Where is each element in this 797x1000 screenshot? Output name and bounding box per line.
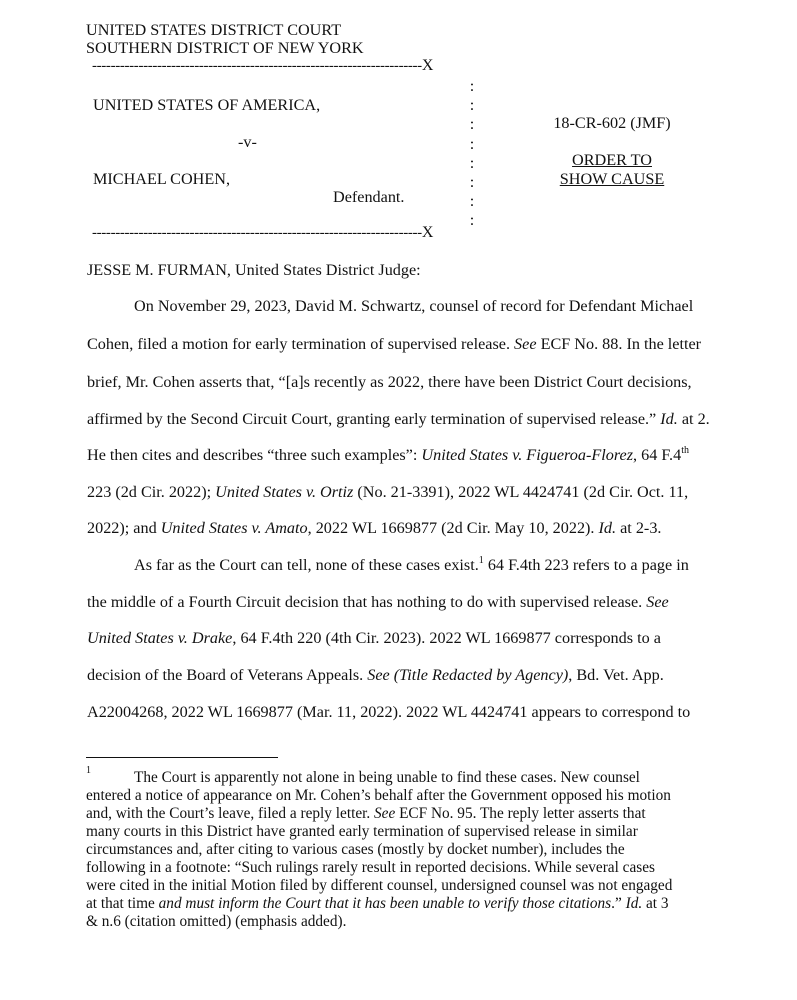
footnote-line: were cited in the initial Motion filed by different counsel, undersigned counsel was not engaged (86, 877, 673, 894)
caption-top-rule: -----------------------------------------------------------------------X (92, 57, 434, 74)
court-district: SOUTHERN DISTRICT OF NEW YORK (86, 39, 364, 57)
text-line: As far as the Court can tell, none of these cases exist.$^1$ 64 F.4th 223 refers to a page in (134, 555, 689, 574)
text-line: United States v. Drake, 64 F.4th 220 (4th Cir. 2023). 2022 WL 1669877 corresponds to a (87, 629, 661, 647)
caption-versus: -v- (238, 133, 257, 151)
text-line: affirmed by the Second Circuit Court, granting early termination of supervised release.” Id. at 2. (87, 410, 710, 428)
footnote-line: The Court is apparently not alone in being unable to find these cases. New counsel (134, 769, 640, 786)
footnote-line: circumstances and, after citing to various cases (mostly by docket number), includes the (86, 841, 625, 858)
text-line: He then cites and describes “three such examples”: United States v. Figueroa-Florez, 64 F.4th (87, 445, 689, 464)
text-line: the middle of a Fourth Circuit decision that has nothing to do with supervised release. See (87, 593, 669, 611)
footnote-line: many courts in this District have granted early termination of supervised release in similar (86, 823, 638, 840)
text-line: decision of the Board of Veterans Appeals. See (Title Redacted by Agency), Bd. Vet. App. (87, 666, 664, 684)
court-heading (86, 21, 364, 57)
footnote-rule (86, 757, 278, 758)
caption-defendant-label: Defendant. (333, 188, 405, 206)
caption-colon-column: : : : : : : : : (469, 77, 475, 230)
text-line: On November 29, 2023, David M. Schwartz, counsel of record for Defendant Michael (134, 297, 694, 315)
court-name: UNITED STATES DISTRICT COURT (86, 21, 342, 39)
text-line: brief, Mr. Cohen asserts that, “[a]s recently as 2022, there have been District Court decisions, (87, 373, 692, 391)
text-line: 223 (2d Cir. 2022); United States v. Ortiz (No. 21-3391), 2022 WL 4424741 (2d Cir. Oct. 11, (87, 483, 689, 501)
footnote-line: following in a footnote: “Such rulings rarely result in reported decisions. While several cases (86, 859, 655, 876)
case-number: 18-CR-602 (JMF) (553, 114, 671, 132)
footnote-line: at that time and must inform the Court that it has been unable to verify those citations.” Id. at 3 (86, 895, 669, 912)
footnote-line: & n.6 (citation omitted) (emphasis added). (86, 913, 347, 930)
footnote-line: entered a notice of appearance on Mr. Cohen’s behalf after the Government opposed his motion (86, 787, 671, 804)
footnote-marker: 1 (86, 765, 91, 776)
text-line: 2022); and United States v. Amato, 2022 WL 1669877 (2d Cir. May 10, 2022). Id. at 2-3. (87, 519, 662, 537)
order-title: ORDER TO SHOW CAUSE (559, 151, 665, 188)
judge-line: JESSE M. FURMAN, United States District Judge: (87, 261, 421, 279)
text-line: A22004268, 2022 WL 1669877 (Mar. 11, 2022). 2022 WL 4424741 appears to correspond to (87, 703, 691, 721)
footnote-reference[interactable]: 1 (478, 555, 484, 566)
caption-bottom-rule: -----------------------------------------------------------------------X (92, 224, 434, 241)
caption-plaintiff: UNITED STATES OF AMERICA, (93, 96, 321, 114)
caption-defendant-name: MICHAEL COHEN, (93, 170, 230, 188)
footnote-line: and, with the Court’s leave, filed a reply letter. See ECF No. 95. The reply letter asserts that (86, 805, 646, 822)
text-line: Cohen, filed a motion for early termination of supervised release. See ECF No. 88. In the letter (87, 335, 702, 353)
